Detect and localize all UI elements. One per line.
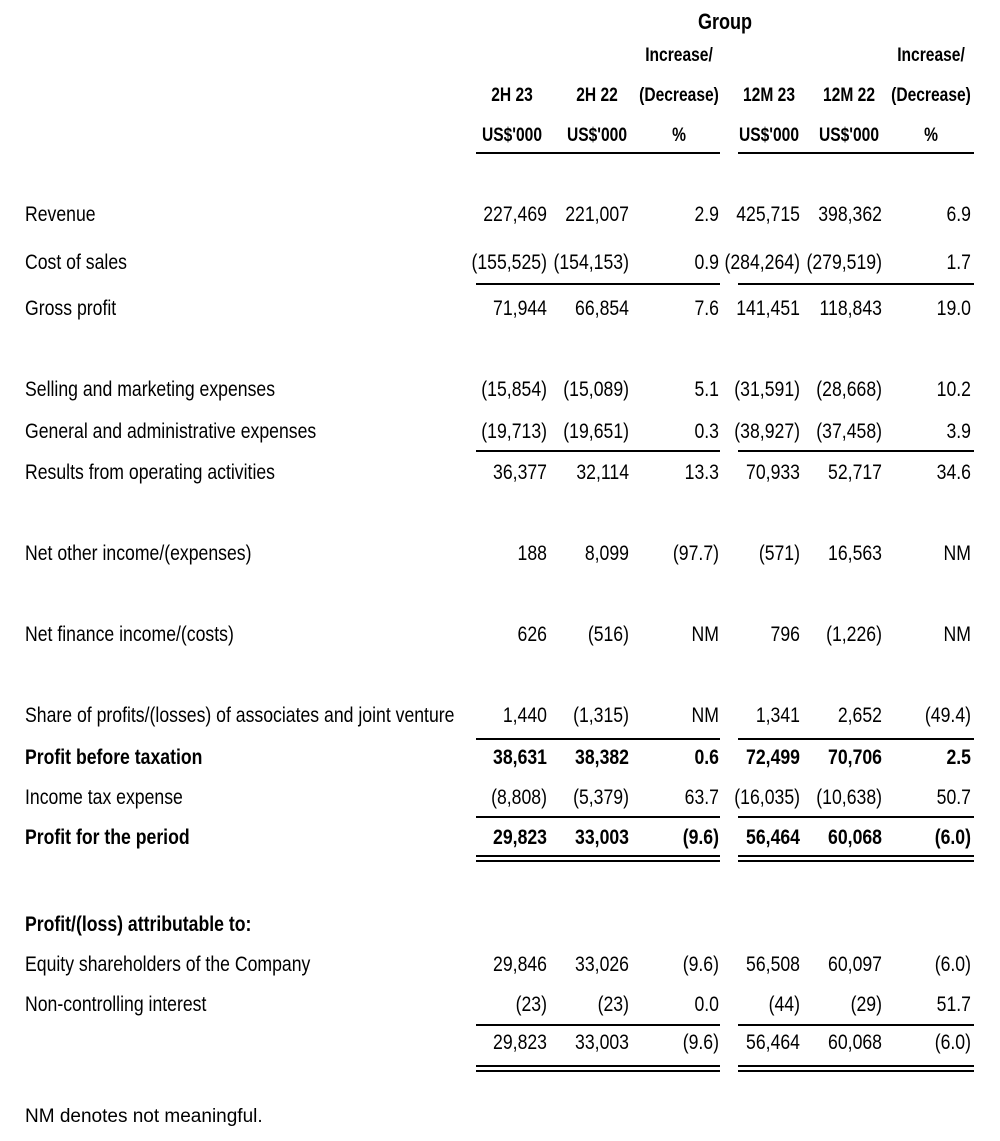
row-value: 0.0 (694, 993, 719, 1016)
row-value: (23) (597, 993, 629, 1016)
row-value: 56,464 (746, 826, 800, 849)
total-double-line-attrib-1 (476, 1065, 720, 1072)
row-value: 7.6 (694, 297, 719, 320)
row-value: (6.0) (934, 1031, 971, 1054)
column-header-3-line3: % (672, 125, 686, 146)
row-value: 33,026 (575, 953, 629, 976)
row-label: Cost of sales (25, 251, 127, 274)
header-underline-1 (476, 152, 720, 154)
row-value: 188 (517, 542, 547, 565)
row-value: 10.2 (936, 378, 971, 401)
row-value: 32,114 (576, 461, 629, 484)
row-value: (16,035) (734, 786, 800, 809)
row-value: (9.6) (682, 1031, 719, 1054)
row-value: (23) (515, 993, 547, 1016)
row-value: 8,099 (584, 542, 629, 565)
row-value: 6.9 (946, 203, 971, 226)
subtotal-line-operating-1 (476, 450, 720, 452)
row-value: 626 (517, 623, 547, 646)
row-value: (15,854) (481, 378, 547, 401)
row-value: 29,846 (493, 953, 547, 976)
total-double-line-profit-1 (476, 855, 720, 862)
row-value: 0.9 (694, 251, 719, 274)
row-value: (8,808) (491, 786, 547, 809)
row-value: 60,068 (828, 826, 882, 849)
row-value: (29) (850, 993, 882, 1016)
row-label: Income tax expense (25, 786, 183, 809)
row-value: 1.7 (946, 251, 971, 274)
subtotal-line-gross-2 (738, 283, 974, 285)
row-value: 29,823 (493, 1031, 547, 1054)
row-value: (19,713) (481, 420, 547, 443)
row-value: (38,927) (734, 420, 800, 443)
row-value: 56,508 (746, 953, 800, 976)
row-value: NM (943, 623, 971, 646)
row-value: (6.0) (934, 953, 971, 976)
row-value: 52,717 (828, 461, 882, 484)
row-value: 2,652 (837, 704, 882, 727)
subtotal-line-tax-2 (738, 816, 974, 818)
row-value: 118,843 (819, 297, 882, 320)
row-value: 70,933 (746, 461, 800, 484)
column-header-5-line2: 12M 22 (823, 85, 875, 106)
row-value: 221,007 (565, 203, 629, 226)
row-value: 66,854 (575, 297, 629, 320)
row-value: 36,377 (493, 461, 547, 484)
row-value: 0.3 (694, 420, 719, 443)
row-value: (31,591) (734, 378, 800, 401)
row-value: NM (943, 542, 971, 565)
row-value: (1,315) (573, 704, 629, 727)
column-header-1-line2: 2H 23 (491, 85, 533, 106)
row-value: 19.0 (936, 297, 971, 320)
row-value: 38,631 (493, 746, 547, 769)
header-underline-2 (738, 152, 974, 154)
row-value: (37,458) (816, 420, 882, 443)
row-value: 71,944 (493, 297, 547, 320)
row-value: 51.7 (936, 993, 971, 1016)
row-label: Results from operating activities (25, 461, 276, 484)
row-value: (9.6) (682, 826, 719, 849)
row-value: 29,823 (493, 826, 547, 849)
row-value: 5.1 (694, 378, 719, 401)
row-value: (279,519) (806, 251, 882, 274)
subtotal-line-tax-1 (476, 816, 720, 818)
row-label: Profit before taxation (25, 746, 203, 769)
row-value: (44) (768, 993, 800, 1016)
row-value: 50.7 (936, 786, 971, 809)
row-value: 2.5 (946, 746, 971, 769)
footnote: NM denotes not meaningful. (25, 1106, 263, 1127)
row-value: (571) (758, 542, 800, 565)
row-label: Revenue (25, 203, 96, 226)
row-value: NM (691, 623, 719, 646)
row-value: (284,264) (724, 251, 800, 274)
row-value: 796 (770, 623, 800, 646)
subtotal-line-attrib-2 (738, 1024, 974, 1026)
row-value: (28,668) (816, 378, 882, 401)
row-label: Profit for the period (25, 826, 190, 849)
column-header-5-line3: US$'000 (818, 125, 880, 146)
column-header-4-line3: US$'000 (738, 125, 800, 146)
row-value: 13.3 (684, 461, 719, 484)
row-value: (154,153) (553, 251, 629, 274)
subtotal-line-pbt-2 (738, 738, 974, 740)
row-value: (49.4) (924, 704, 971, 727)
row-value: 33,003 (575, 1031, 629, 1054)
row-value: (9.6) (682, 953, 719, 976)
row-value: 60,097 (828, 953, 882, 976)
row-value: (15,089) (563, 378, 629, 401)
total-double-line-attrib-2 (738, 1065, 974, 1072)
row-label: General and administrative expenses (25, 420, 317, 443)
row-value: (6.0) (934, 826, 971, 849)
column-header-2-line3: US$'000 (566, 125, 628, 146)
subtotal-line-pbt-1 (476, 738, 720, 740)
row-value: 398,362 (818, 203, 882, 226)
row-label: Net other income/(expenses) (25, 542, 252, 565)
row-value: 56,464 (746, 1031, 800, 1054)
row-value: 72,499 (746, 746, 800, 769)
subtotal-line-gross-1 (476, 283, 720, 285)
column-header-6-line3: % (924, 125, 938, 146)
row-label: Profit/(loss) attributable to: (25, 913, 252, 936)
row-value: 1,440 (502, 704, 547, 727)
row-label: Non-controlling interest (25, 993, 207, 1016)
column-header-6-line1: Increase/ (897, 45, 965, 66)
row-value: 425,715 (736, 203, 800, 226)
row-label: Selling and marketing expenses (25, 378, 276, 401)
row-value: NM (691, 704, 719, 727)
row-label: Net finance income/(costs) (25, 623, 234, 646)
column-header-6-line2: (Decrease) (891, 85, 971, 106)
row-label: Gross profit (25, 297, 117, 320)
row-value: 60,068 (828, 1031, 882, 1054)
subtotal-line-attrib-1 (476, 1024, 720, 1026)
row-value: 16,563 (828, 542, 882, 565)
row-value: 141,451 (736, 297, 800, 320)
row-value: 227,469 (483, 203, 547, 226)
row-value: 70,706 (828, 746, 882, 769)
row-value: (19,651) (563, 420, 629, 443)
row-value: (1,226) (826, 623, 882, 646)
row-value: 1,341 (755, 704, 800, 727)
row-value: 38,382 (575, 746, 629, 769)
row-label: Equity shareholders of the Company (25, 953, 311, 976)
subtotal-line-operating-2 (738, 450, 974, 452)
column-header-3-line1: Increase/ (645, 45, 713, 66)
row-value: 33,003 (575, 826, 629, 849)
column-header-4-line2: 12M 23 (743, 85, 795, 106)
row-value: (516) (587, 623, 629, 646)
row-label: Share of profits/(losses) of associates and joint venture (25, 704, 455, 727)
row-value: 3.9 (946, 420, 971, 443)
row-value: (155,525) (471, 251, 547, 274)
row-value: 0.6 (694, 746, 719, 769)
column-header-2-line2: 2H 22 (576, 85, 618, 106)
row-value: (97.7) (672, 542, 719, 565)
column-header-3-line2: (Decrease) (639, 85, 719, 106)
row-value: 63.7 (684, 786, 719, 809)
group-header: Group (697, 9, 753, 34)
row-value: (10,638) (816, 786, 882, 809)
total-double-line-profit-2 (738, 855, 974, 862)
row-value: 34.6 (936, 461, 971, 484)
row-value: 2.9 (694, 203, 719, 226)
row-value: (5,379) (573, 786, 629, 809)
column-header-1-line3: US$'000 (481, 125, 543, 146)
